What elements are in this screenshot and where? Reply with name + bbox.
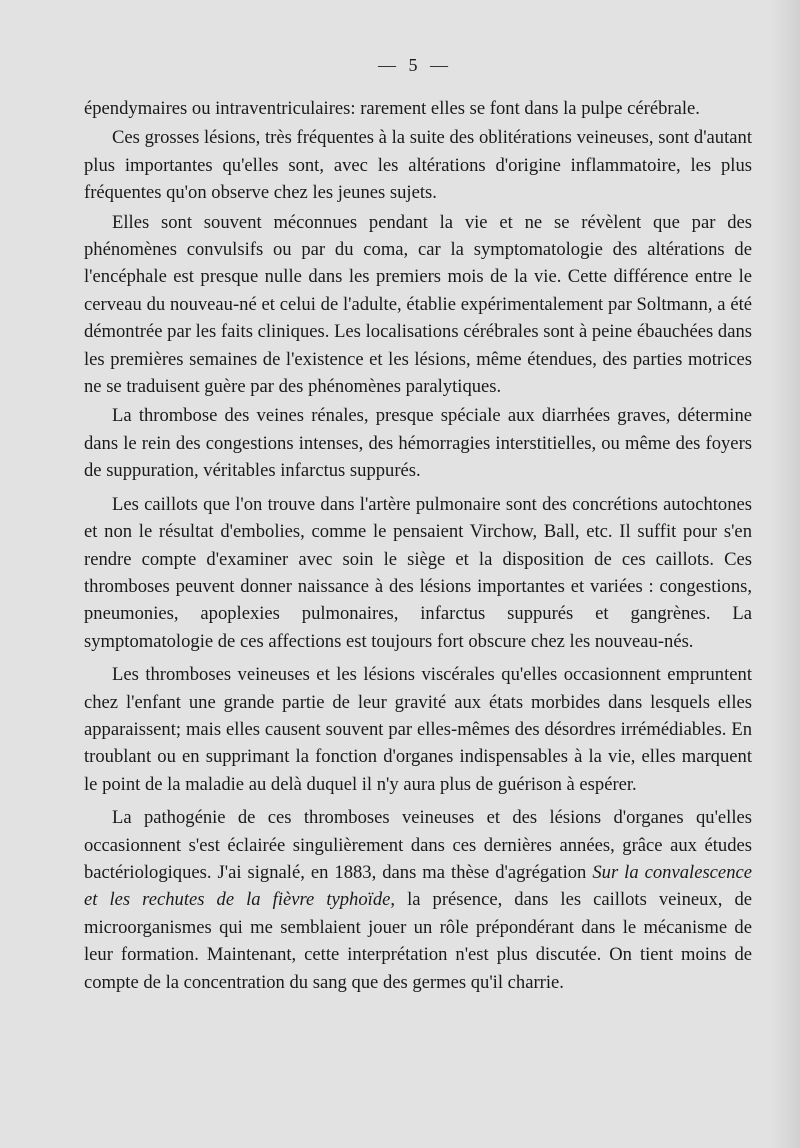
paragraph-meconnues: Elles sont souvent méconnues pendant la vie et ne se révèlent que par des phénomènes convulsifs ou par du coma, car la symptomatologie des altérations de l'encéphale est presque nulle dans les premiers mois de la vie. Cette différence entre le cerveau du nouveau-né et celui de l'adulte, établie expérimentalement par Soltmann, a été démontrée par les faits cliniques. Les localisations cérébrales sont à peine ébauchées dans les premières semaines de l'existence et les lésions, même étendues, des parties motrices ne se traduisent guère par des phénomènes paralytiques. <box>84 211 752 398</box>
paragraph-caillots-pulmonaire: Les caillots que l'on trouve dans l'artère pulmonaire sont des concrétions autochtones et non le résultat d'embolies, comme le pensaient Virchow, Ball, etc. Il suffit pour s'en rendre compte d'examiner avec soin le siège et la disposition de ces caillots. Ces thromboses peuvent donner naissance à des lésions importantes et variées : congestions, pneumonies, apoplexies pulmonaires, infarctus suppurés et gangrènes. La symptomatologie de ces affections est toujours fort obscure chez les nouveau-nés. <box>84 493 752 652</box>
paragraph-pathogenie <box>84 804 752 996</box>
body-text <box>84 95 752 996</box>
paragraph-pathogenie-end: , la présence, dans les caillots veineux, de microorganismes qui me semblaient jouer un rôle prépondérant dans le mécanisme de leur formation. Maintenant, cette interprétation n'est plus discutée. On tient moins de compte de la concentration du sang que des germes qu'il charrie. <box>84 889 752 993</box>
thesis-title: Sur la convalescence et les rechutes de la fièvre typhoïde <box>84 861 752 911</box>
paragraph-thrombose-renales: La thrombose des veines rénales, presque spéciale aux diarrhées graves, détermine dans le rein des congestions intenses, des hémorragies interstitielles, ou même des foyers de suppuration, véritables infarctus suppurés. <box>84 405 752 482</box>
paragraph-thromboses-veineuses: Les thromboses veineuses et les lésions viscérales qu'elles occasionnent empruntent chez l'enfant une grande partie de leur gravité aux états morbides dans lesquels elles apparaissent; mais elles causent souvent par elles-mêmes des désordres irrémédiables. En troublant ou en supprimant la fonction d'organes indispensables à la vie, elles marquent le point de la maladie au delà duquel il n'y aura plus de guérison à espérer. <box>84 664 752 795</box>
paragraph-grosses-lesions: Ces grosses lésions, très fréquentes à la suite des oblitérations veineuses, sont d'autant plus importantes qu'elles sont, avec les altérations d'origine inflammatoire, les plus fréquentes qu'on observe chez les jeunes sujets. <box>84 127 752 204</box>
paragraph-pathogenie-start: La pathogénie de ces thromboses veineuses et des lésions d'organes qu'elles occasionnent s'est éclairée singulièrement dans ces dernières années, grâce aux études bactériologiques. J'ai signalé, en 1883, dans ma thèse d'agrégation <box>84 807 752 883</box>
page-edge-shadow <box>770 0 800 1148</box>
paragraph-continuation: épendymaires ou intraventriculaires: rarement elles se font dans la pulpe cérébrale. <box>84 98 700 119</box>
page-number: — 5 — <box>378 55 452 75</box>
